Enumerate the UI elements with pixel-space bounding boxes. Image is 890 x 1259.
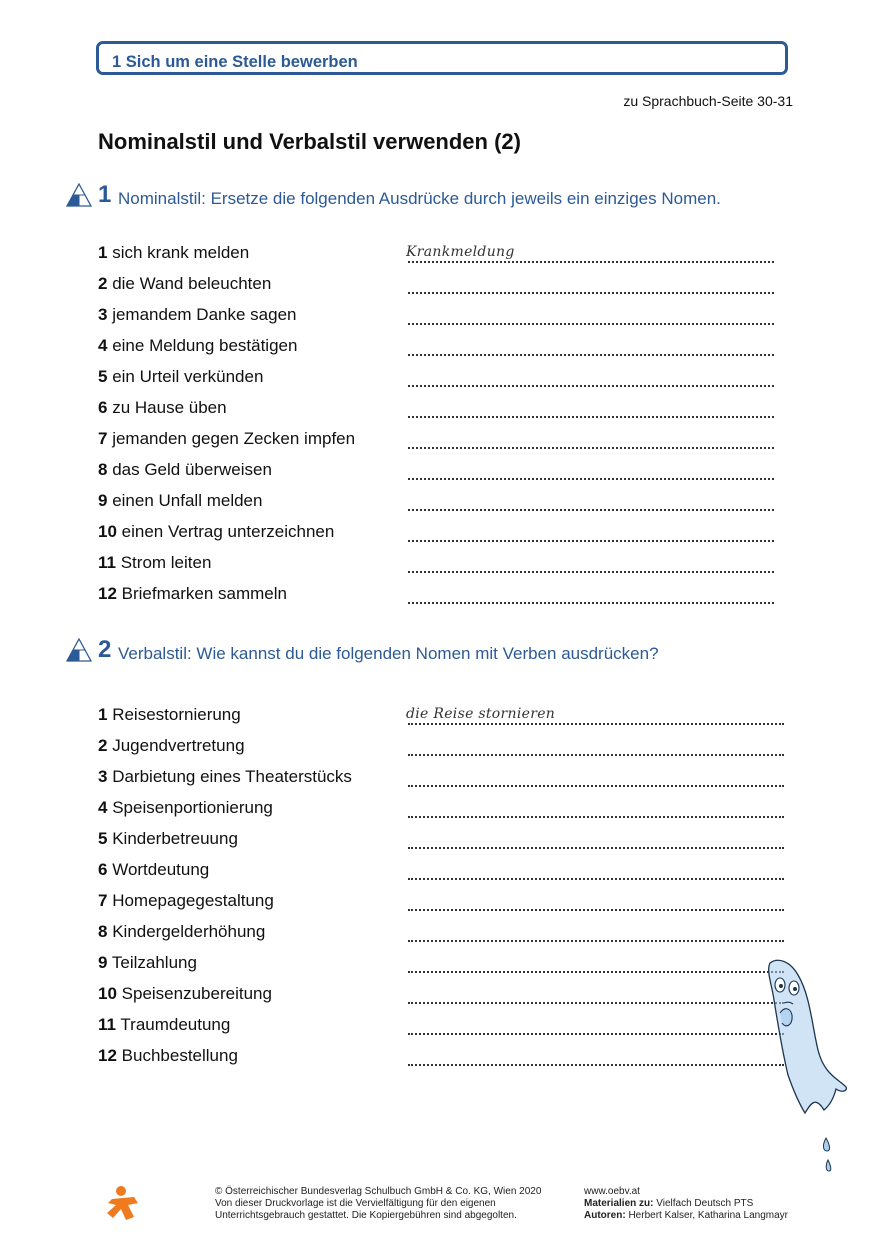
footer-website[interactable]: www.oebv.at [584,1186,640,1197]
answer-line[interactable] [408,845,784,849]
item-number: 4 [98,336,108,355]
difficulty-triangle-icon [66,183,92,207]
answer-line[interactable] [408,969,784,973]
item-text: Kindergelderhöhung [112,922,266,941]
chapter-title: 1 Sich um eine Stelle bewerben [112,53,358,71]
item-text: Homepagegestaltung [112,891,274,910]
difficulty-triangle-icon [66,638,92,662]
answer-line[interactable] [408,1000,784,1004]
answer-line[interactable] [408,476,774,480]
publisher-logo-icon [104,1185,142,1223]
item-text: Strom leiten [120,553,212,572]
item-number: 7 [98,429,108,448]
footer-info [584,1186,788,1222]
example-answer: Krankmeldung [406,244,515,260]
item-number: 1 [98,705,108,724]
answer-line[interactable] [408,814,784,818]
authors-label: Autoren: [584,1210,626,1221]
answer-line[interactable] [408,1062,784,1066]
item-text: zu Hause üben [112,398,227,417]
answer-line[interactable] [408,569,774,573]
item-number: 3 [98,767,108,786]
answer-line[interactable] [408,414,774,418]
item-text: Traumdeutung [120,1015,231,1034]
footer-line: © Österreichischer Bundesverlag Schulbuch GmbH & Co. KG, Wien 2020 [215,1186,542,1197]
item-number: 2 [98,736,108,755]
item-text: jemandem Danke sagen [112,305,297,324]
exercise-item [98,336,297,360]
example-answer: die Reise stornieren [406,706,556,722]
answer-line[interactable] [408,783,784,787]
item-text: einen Vertrag unterzeichnen [121,522,335,541]
exercise-item [98,860,209,884]
item-number: 6 [98,860,108,879]
item-number: 10 [98,522,117,541]
item-number: 1 [98,243,108,262]
answer-line[interactable] [408,445,774,449]
item-text: Teilzahlung [111,953,197,972]
exercise-item [98,922,265,946]
exercise-item [98,829,238,853]
item-number: 12 [98,1046,117,1065]
item-number: 5 [98,367,108,386]
exercise-item [98,522,334,546]
task-instruction: Verbalstil: Wie kannst du die folgenden Nomen mit Verben ausdrücken? [118,644,659,663]
footer-line: Unterrichtsgebrauch gestattet. Die Kopiergebühren sind abgegolten. [215,1210,517,1221]
item-number: 11 [98,553,116,572]
chapter-header [96,41,788,75]
answer-line[interactable] [408,290,774,294]
task-number: 2 [98,636,112,663]
item-number: 12 [98,584,117,603]
footer-copyright [215,1186,541,1222]
answer-line[interactable] [408,907,784,911]
item-number: 8 [98,460,108,479]
exercise-item [98,398,227,422]
exercise-item [98,798,273,822]
answer-line[interactable] [408,938,784,942]
answer-line[interactable] [408,352,774,356]
item-number: 6 [98,398,108,417]
item-text: sich krank melden [112,243,250,262]
exercise-item [98,705,241,729]
materials-label: Materialien zu: [584,1198,654,1209]
exercise-item [98,767,352,791]
exercise-item [98,984,272,1008]
item-number: 11 [98,1015,116,1034]
answer-line[interactable] [408,321,774,325]
materials-value: Vielfach Deutsch PTS [656,1198,754,1209]
item-number: 3 [98,305,108,324]
item-number: 5 [98,829,108,848]
item-text: Reisestornierung [112,705,241,724]
authors-value: Herbert Kalser, Katharina Langmayr [628,1210,788,1221]
exercise-item [98,953,197,977]
task-number: 1 [98,181,112,208]
exercise-item [98,460,272,484]
task-instruction: Nominalstil: Ersetze die folgenden Ausdrücke durch jeweils ein einziges Nomen. [118,189,721,208]
item-number: 9 [98,491,108,510]
exercise-item [98,553,211,577]
item-text: Buchbestellung [121,1046,238,1065]
exercise-item [98,1046,238,1070]
footer-line: Von dieser Druckvorlage ist die Vervielfältigung für den eigenen [215,1198,496,1209]
item-number: 8 [98,922,108,941]
footer-materials [584,1198,788,1210]
item-text: eine Meldung bestätigen [112,336,298,355]
answer-line[interactable] [408,1031,784,1035]
answer-line[interactable] [408,752,784,756]
exercise-item [98,1015,230,1039]
item-number: 9 [98,953,108,972]
ghost-illustration [760,955,855,1180]
exercise-item [98,491,262,515]
item-text: einen Unfall melden [112,491,263,510]
page-reference: zu Sprachbuch-Seite 30-31 [623,93,793,109]
exercise-item [98,243,249,267]
exercise-item [98,736,245,760]
answer-line[interactable] [408,600,774,604]
item-text: Kinderbetreuung [112,829,238,848]
item-text: die Wand beleuchten [112,274,272,293]
answer-line[interactable] [408,383,774,387]
answer-line[interactable] [408,507,774,511]
item-text: Speisenzubereitung [121,984,272,1003]
item-text: Jugendvertretung [112,736,245,755]
item-text: ein Urteil verkünden [112,367,264,386]
item-text: Darbietung eines Theaterstücks [112,767,352,786]
item-text: Speisenportionierung [112,798,273,817]
footer-authors [584,1210,788,1222]
exercise-item [98,891,274,915]
exercise-item [98,305,296,329]
item-number: 10 [98,984,117,1003]
exercise-item [98,274,271,298]
item-number: 4 [98,798,108,817]
item-number: 7 [98,891,108,910]
item-text: Briefmarken sammeln [121,584,287,603]
item-text: das Geld überweisen [112,460,272,479]
item-text: Wortdeutung [112,860,210,879]
item-text: jemanden gegen Zecken impfen [112,429,356,448]
item-number: 2 [98,274,108,293]
answer-line[interactable] [408,876,784,880]
exercise-item [98,584,287,608]
page-title: Nominalstil und Verbalstil verwenden (2) [98,129,521,154]
exercise-item [98,367,263,391]
answer-line[interactable] [408,538,774,542]
exercise-item [98,429,355,453]
